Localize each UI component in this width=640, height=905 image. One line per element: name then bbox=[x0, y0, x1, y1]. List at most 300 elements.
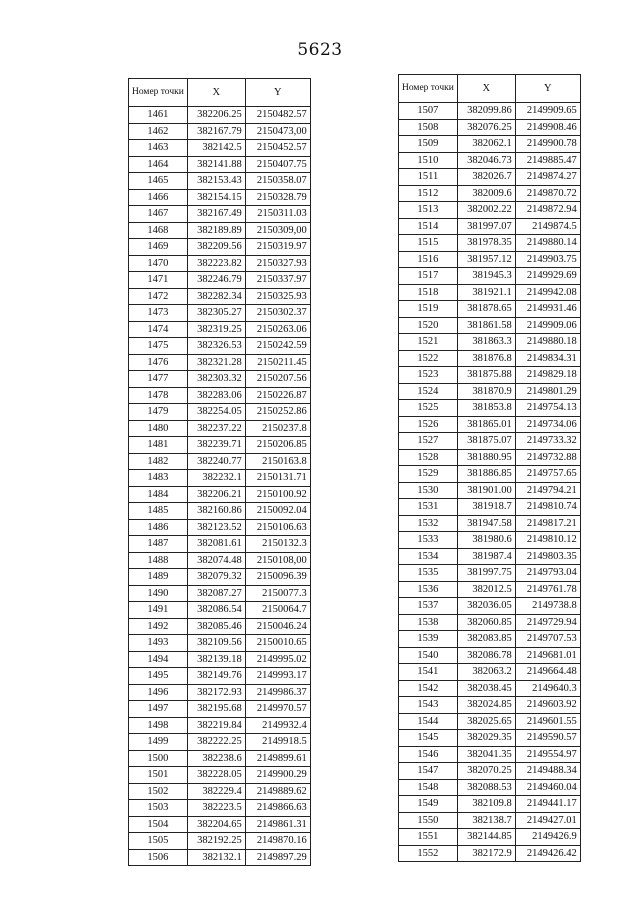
x-coordinate-cell: 382076.25 bbox=[457, 119, 515, 136]
x-coordinate-cell: 382046.73 bbox=[457, 152, 515, 169]
table-row bbox=[399, 218, 581, 235]
point-number-cell: 1498 bbox=[129, 717, 188, 734]
y-coordinate-cell: 2150319.97 bbox=[245, 239, 310, 256]
y-coordinate-cell: 2149754.13 bbox=[515, 400, 580, 417]
table-row bbox=[129, 288, 311, 305]
y-coordinate-cell: 2150452.57 bbox=[245, 140, 310, 157]
x-coordinate-cell: 382138.7 bbox=[457, 812, 515, 829]
x-coordinate-cell: 382223.82 bbox=[187, 255, 245, 272]
table-row bbox=[129, 453, 311, 470]
x-coordinate-cell: 381880.95 bbox=[457, 449, 515, 466]
table-row bbox=[129, 701, 311, 718]
x-coordinate-cell: 381865.01 bbox=[457, 416, 515, 433]
point-number-cell: 1475 bbox=[129, 338, 188, 355]
x-coordinate-cell: 382254.05 bbox=[187, 404, 245, 421]
table-row bbox=[399, 812, 581, 829]
x-coordinate-cell: 382172.9 bbox=[457, 845, 515, 862]
y-coordinate-cell: 2149909.06 bbox=[515, 317, 580, 334]
point-number-cell: 1538 bbox=[399, 614, 458, 631]
y-coordinate-cell: 2150010.65 bbox=[245, 635, 310, 652]
y-coordinate-cell: 2149829.18 bbox=[515, 367, 580, 384]
x-coordinate-cell: 382237.22 bbox=[187, 420, 245, 437]
y-coordinate-cell: 2149861.31 bbox=[245, 816, 310, 833]
y-coordinate-cell: 2150263.06 bbox=[245, 321, 310, 338]
y-coordinate-cell: 2149899.61 bbox=[245, 750, 310, 767]
point-number-cell: 1472 bbox=[129, 288, 188, 305]
point-number-cell: 1471 bbox=[129, 272, 188, 289]
y-coordinate-cell: 2150046.24 bbox=[245, 618, 310, 635]
point-number-cell: 1479 bbox=[129, 404, 188, 421]
point-number-cell: 1551 bbox=[399, 829, 458, 846]
header-y: Y bbox=[245, 79, 310, 107]
table-row bbox=[399, 301, 581, 318]
x-coordinate-cell: 381947.58 bbox=[457, 515, 515, 532]
y-coordinate-cell: 2150132.3 bbox=[245, 536, 310, 553]
x-coordinate-cell: 382002.22 bbox=[457, 202, 515, 219]
y-coordinate-cell: 2149554.97 bbox=[515, 746, 580, 763]
x-coordinate-cell: 381875.88 bbox=[457, 367, 515, 384]
x-coordinate-cell: 381863.3 bbox=[457, 334, 515, 351]
y-coordinate-cell: 2149880.14 bbox=[515, 235, 580, 252]
y-coordinate-cell: 2149664.48 bbox=[515, 664, 580, 681]
table-row bbox=[129, 255, 311, 272]
y-coordinate-cell: 2149870.16 bbox=[245, 833, 310, 850]
x-coordinate-cell: 381957.12 bbox=[457, 251, 515, 268]
table-row bbox=[129, 684, 311, 701]
y-coordinate-cell: 2150100.92 bbox=[245, 486, 310, 503]
point-number-cell: 1468 bbox=[129, 222, 188, 239]
point-number-cell: 1486 bbox=[129, 519, 188, 536]
table-row bbox=[399, 202, 581, 219]
table-body-left bbox=[129, 107, 311, 866]
point-number-cell: 1506 bbox=[129, 849, 188, 866]
y-coordinate-cell: 2149880.18 bbox=[515, 334, 580, 351]
x-coordinate-cell: 382167.49 bbox=[187, 206, 245, 223]
table-row bbox=[399, 466, 581, 483]
x-coordinate-cell: 382132.1 bbox=[187, 849, 245, 866]
point-number-cell: 1465 bbox=[129, 173, 188, 190]
point-number-cell: 1543 bbox=[399, 697, 458, 714]
x-coordinate-cell: 382206.21 bbox=[187, 486, 245, 503]
table-row bbox=[399, 713, 581, 730]
point-number-cell: 1530 bbox=[399, 482, 458, 499]
point-number-cell: 1520 bbox=[399, 317, 458, 334]
point-number-cell: 1492 bbox=[129, 618, 188, 635]
table-row bbox=[129, 338, 311, 355]
x-coordinate-cell: 382036.05 bbox=[457, 598, 515, 615]
point-number-cell: 1501 bbox=[129, 767, 188, 784]
y-coordinate-cell: 2150328.79 bbox=[245, 189, 310, 206]
y-coordinate-cell: 2149734.06 bbox=[515, 416, 580, 433]
point-number-cell: 1545 bbox=[399, 730, 458, 747]
y-coordinate-cell: 2149929.69 bbox=[515, 268, 580, 285]
point-number-cell: 1496 bbox=[129, 684, 188, 701]
x-coordinate-cell: 382099.86 bbox=[457, 103, 515, 120]
y-coordinate-cell: 2149603.92 bbox=[515, 697, 580, 714]
table-row bbox=[129, 635, 311, 652]
table-row bbox=[399, 515, 581, 532]
x-coordinate-cell: 382081.61 bbox=[187, 536, 245, 553]
table-row bbox=[399, 746, 581, 763]
x-coordinate-cell: 382219.84 bbox=[187, 717, 245, 734]
x-coordinate-cell: 382282.34 bbox=[187, 288, 245, 305]
table-row bbox=[399, 845, 581, 862]
table-row bbox=[129, 173, 311, 190]
x-coordinate-cell: 382041.35 bbox=[457, 746, 515, 763]
x-coordinate-cell: 381875.07 bbox=[457, 433, 515, 450]
y-coordinate-cell: 2149900.29 bbox=[245, 767, 310, 784]
table-row bbox=[399, 334, 581, 351]
x-coordinate-cell: 382142.5 bbox=[187, 140, 245, 157]
x-coordinate-cell: 382228.05 bbox=[187, 767, 245, 784]
table-row bbox=[399, 383, 581, 400]
point-number-cell: 1502 bbox=[129, 783, 188, 800]
y-coordinate-cell: 2150207.56 bbox=[245, 371, 310, 388]
y-coordinate-cell: 2149866.63 bbox=[245, 800, 310, 817]
x-coordinate-cell: 381997.75 bbox=[457, 565, 515, 582]
x-coordinate-cell: 382195.68 bbox=[187, 701, 245, 718]
table-row bbox=[399, 185, 581, 202]
point-number-cell: 1540 bbox=[399, 647, 458, 664]
y-coordinate-cell: 2149993.17 bbox=[245, 668, 310, 685]
table-row bbox=[129, 618, 311, 635]
point-number-cell: 1494 bbox=[129, 651, 188, 668]
y-coordinate-cell: 2150358.07 bbox=[245, 173, 310, 190]
y-coordinate-cell: 2150131.71 bbox=[245, 470, 310, 487]
y-coordinate-cell: 2149900.78 bbox=[515, 136, 580, 153]
x-coordinate-cell: 381980.6 bbox=[457, 532, 515, 549]
coordinates-table-right bbox=[398, 74, 581, 862]
point-number-cell: 1505 bbox=[129, 833, 188, 850]
table-row bbox=[129, 470, 311, 487]
table-row bbox=[129, 503, 311, 520]
x-coordinate-cell: 382141.88 bbox=[187, 156, 245, 173]
x-coordinate-cell: 381997.07 bbox=[457, 218, 515, 235]
y-coordinate-cell: 2149803.35 bbox=[515, 548, 580, 565]
header-point-number: Номер точки bbox=[129, 79, 188, 107]
table-row bbox=[129, 519, 311, 536]
y-coordinate-cell: 2149601.55 bbox=[515, 713, 580, 730]
x-coordinate-cell: 382319.25 bbox=[187, 321, 245, 338]
point-number-cell: 1536 bbox=[399, 581, 458, 598]
point-number-cell: 1493 bbox=[129, 635, 188, 652]
x-coordinate-cell: 382172.93 bbox=[187, 684, 245, 701]
point-number-cell: 1478 bbox=[129, 387, 188, 404]
x-coordinate-cell: 382149.76 bbox=[187, 668, 245, 685]
x-coordinate-cell: 382086.54 bbox=[187, 602, 245, 619]
y-coordinate-cell: 2150473,00 bbox=[245, 123, 310, 140]
table-row bbox=[399, 697, 581, 714]
table-row bbox=[129, 833, 311, 850]
point-number-cell: 1548 bbox=[399, 779, 458, 796]
point-number-cell: 1476 bbox=[129, 354, 188, 371]
point-number-cell: 1500 bbox=[129, 750, 188, 767]
x-coordinate-cell: 381978.35 bbox=[457, 235, 515, 252]
point-number-cell: 1534 bbox=[399, 548, 458, 565]
y-coordinate-cell: 2149918.5 bbox=[245, 734, 310, 751]
y-coordinate-cell: 2150302.37 bbox=[245, 305, 310, 322]
x-coordinate-cell: 382009.6 bbox=[457, 185, 515, 202]
point-number-cell: 1527 bbox=[399, 433, 458, 450]
y-coordinate-cell: 2150327.93 bbox=[245, 255, 310, 272]
header-x: X bbox=[457, 75, 515, 103]
point-number-cell: 1523 bbox=[399, 367, 458, 384]
point-number-cell: 1510 bbox=[399, 152, 458, 169]
point-number-cell: 1495 bbox=[129, 668, 188, 685]
table-row bbox=[129, 156, 311, 173]
y-coordinate-cell: 2149793.04 bbox=[515, 565, 580, 582]
point-number-cell: 1512 bbox=[399, 185, 458, 202]
y-coordinate-cell: 2149908.46 bbox=[515, 119, 580, 136]
y-coordinate-cell: 2149460.04 bbox=[515, 779, 580, 796]
table-row bbox=[399, 796, 581, 813]
y-coordinate-cell: 2149810.74 bbox=[515, 499, 580, 516]
y-coordinate-cell: 2149817.21 bbox=[515, 515, 580, 532]
point-number-cell: 1463 bbox=[129, 140, 188, 157]
table-header-row bbox=[399, 75, 581, 103]
y-coordinate-cell: 2149874.27 bbox=[515, 169, 580, 186]
table-row bbox=[399, 103, 581, 120]
point-number-cell: 1515 bbox=[399, 235, 458, 252]
table-row bbox=[129, 569, 311, 586]
x-coordinate-cell: 382070.25 bbox=[457, 763, 515, 780]
x-coordinate-cell: 381987.4 bbox=[457, 548, 515, 565]
y-coordinate-cell: 2149441.17 bbox=[515, 796, 580, 813]
y-coordinate-cell: 2150064.7 bbox=[245, 602, 310, 619]
x-coordinate-cell: 382063.2 bbox=[457, 664, 515, 681]
point-number-cell: 1497 bbox=[129, 701, 188, 718]
table-row bbox=[399, 664, 581, 681]
point-number-cell: 1484 bbox=[129, 486, 188, 503]
x-coordinate-cell: 382204.65 bbox=[187, 816, 245, 833]
x-coordinate-cell: 381878.65 bbox=[457, 301, 515, 318]
x-coordinate-cell: 382229.4 bbox=[187, 783, 245, 800]
table-row bbox=[399, 152, 581, 169]
table-row bbox=[129, 272, 311, 289]
x-coordinate-cell: 382086.78 bbox=[457, 647, 515, 664]
point-number-cell: 1474 bbox=[129, 321, 188, 338]
y-coordinate-cell: 2149903.75 bbox=[515, 251, 580, 268]
x-coordinate-cell: 382109.8 bbox=[457, 796, 515, 813]
x-coordinate-cell: 382222.25 bbox=[187, 734, 245, 751]
point-number-cell: 1525 bbox=[399, 400, 458, 417]
y-coordinate-cell: 2149870.72 bbox=[515, 185, 580, 202]
point-number-cell: 1467 bbox=[129, 206, 188, 223]
point-number-cell: 1524 bbox=[399, 383, 458, 400]
y-coordinate-cell: 2149932.4 bbox=[245, 717, 310, 734]
y-coordinate-cell: 2149640.3 bbox=[515, 680, 580, 697]
point-number-cell: 1539 bbox=[399, 631, 458, 648]
x-coordinate-cell: 382123.52 bbox=[187, 519, 245, 536]
y-coordinate-cell: 2149794.21 bbox=[515, 482, 580, 499]
point-number-cell: 1480 bbox=[129, 420, 188, 437]
y-coordinate-cell: 2150237.8 bbox=[245, 420, 310, 437]
table-row bbox=[129, 354, 311, 371]
table-row bbox=[399, 268, 581, 285]
y-coordinate-cell: 2150311.03 bbox=[245, 206, 310, 223]
y-coordinate-cell: 2149733.32 bbox=[515, 433, 580, 450]
y-coordinate-cell: 2150108,00 bbox=[245, 552, 310, 569]
x-coordinate-cell: 382085.46 bbox=[187, 618, 245, 635]
table-row bbox=[399, 119, 581, 136]
point-number-cell: 1521 bbox=[399, 334, 458, 351]
y-coordinate-cell: 2149801.29 bbox=[515, 383, 580, 400]
table-row bbox=[399, 416, 581, 433]
table-row bbox=[129, 239, 311, 256]
table-row bbox=[399, 614, 581, 631]
table-body-right bbox=[399, 103, 581, 862]
point-number-cell: 1461 bbox=[129, 107, 188, 124]
x-coordinate-cell: 382305.27 bbox=[187, 305, 245, 322]
x-coordinate-cell: 381853.8 bbox=[457, 400, 515, 417]
table-row bbox=[399, 136, 581, 153]
y-coordinate-cell: 2150077.3 bbox=[245, 585, 310, 602]
point-number-cell: 1544 bbox=[399, 713, 458, 730]
header-point-number: Номер точки bbox=[399, 75, 458, 103]
table-row bbox=[129, 849, 311, 866]
point-number-cell: 1508 bbox=[399, 119, 458, 136]
table-row bbox=[399, 317, 581, 334]
y-coordinate-cell: 2149897.29 bbox=[245, 849, 310, 866]
y-coordinate-cell: 2149488.34 bbox=[515, 763, 580, 780]
table-row bbox=[129, 206, 311, 223]
x-coordinate-cell: 382246.79 bbox=[187, 272, 245, 289]
x-coordinate-cell: 382240.77 bbox=[187, 453, 245, 470]
table-row bbox=[399, 565, 581, 582]
x-coordinate-cell: 382239.71 bbox=[187, 437, 245, 454]
y-coordinate-cell: 2149885.47 bbox=[515, 152, 580, 169]
y-coordinate-cell: 2149810.12 bbox=[515, 532, 580, 549]
table-row bbox=[129, 420, 311, 437]
x-coordinate-cell: 382154.15 bbox=[187, 189, 245, 206]
point-number-cell: 1503 bbox=[129, 800, 188, 817]
y-coordinate-cell: 2149681.01 bbox=[515, 647, 580, 664]
table-row bbox=[129, 321, 311, 338]
point-number-cell: 1516 bbox=[399, 251, 458, 268]
y-coordinate-cell: 2149909.65 bbox=[515, 103, 580, 120]
table-row bbox=[399, 829, 581, 846]
x-coordinate-cell: 382087.27 bbox=[187, 585, 245, 602]
table-row bbox=[399, 598, 581, 615]
y-coordinate-cell: 2149426.9 bbox=[515, 829, 580, 846]
table-row bbox=[129, 404, 311, 421]
point-number-cell: 1477 bbox=[129, 371, 188, 388]
table-row bbox=[129, 189, 311, 206]
x-coordinate-cell: 381918.7 bbox=[457, 499, 515, 516]
table-row bbox=[129, 140, 311, 157]
table-row bbox=[129, 437, 311, 454]
y-coordinate-cell: 2149426.42 bbox=[515, 845, 580, 862]
table-row bbox=[399, 169, 581, 186]
point-number-cell: 1482 bbox=[129, 453, 188, 470]
y-coordinate-cell: 2149729.94 bbox=[515, 614, 580, 631]
y-coordinate-cell: 2149757.65 bbox=[515, 466, 580, 483]
point-number-cell: 1488 bbox=[129, 552, 188, 569]
x-coordinate-cell: 382083.85 bbox=[457, 631, 515, 648]
point-number-cell: 1485 bbox=[129, 503, 188, 520]
table-row bbox=[129, 552, 311, 569]
y-coordinate-cell: 2150407.75 bbox=[245, 156, 310, 173]
header-y: Y bbox=[515, 75, 580, 103]
x-coordinate-cell: 381870.9 bbox=[457, 383, 515, 400]
point-number-cell: 1529 bbox=[399, 466, 458, 483]
table-row bbox=[399, 680, 581, 697]
y-coordinate-cell: 2150482.57 bbox=[245, 107, 310, 124]
point-number-cell: 1537 bbox=[399, 598, 458, 615]
point-number-cell: 1511 bbox=[399, 169, 458, 186]
x-coordinate-cell: 382060.85 bbox=[457, 614, 515, 631]
table-row bbox=[129, 717, 311, 734]
point-number-cell: 1528 bbox=[399, 449, 458, 466]
x-coordinate-cell: 381901.00 bbox=[457, 482, 515, 499]
y-coordinate-cell: 2149738.8 bbox=[515, 598, 580, 615]
y-coordinate-cell: 2150106.63 bbox=[245, 519, 310, 536]
x-coordinate-cell: 382074.48 bbox=[187, 552, 245, 569]
y-coordinate-cell: 2150226.87 bbox=[245, 387, 310, 404]
table-row bbox=[129, 486, 311, 503]
point-number-cell: 1522 bbox=[399, 350, 458, 367]
table-row bbox=[399, 449, 581, 466]
table-row bbox=[129, 107, 311, 124]
x-coordinate-cell: 382283.06 bbox=[187, 387, 245, 404]
point-number-cell: 1531 bbox=[399, 499, 458, 516]
table-row bbox=[399, 367, 581, 384]
point-number-cell: 1473 bbox=[129, 305, 188, 322]
y-coordinate-cell: 2149732.88 bbox=[515, 449, 580, 466]
x-coordinate-cell: 382025.65 bbox=[457, 713, 515, 730]
table-row bbox=[399, 499, 581, 516]
point-number-cell: 1532 bbox=[399, 515, 458, 532]
y-coordinate-cell: 2149872.94 bbox=[515, 202, 580, 219]
point-number-cell: 1514 bbox=[399, 218, 458, 235]
y-coordinate-cell: 2149761.78 bbox=[515, 581, 580, 598]
table-row bbox=[399, 350, 581, 367]
x-coordinate-cell: 382167.79 bbox=[187, 123, 245, 140]
x-coordinate-cell: 382109.56 bbox=[187, 635, 245, 652]
table-row bbox=[129, 800, 311, 817]
x-coordinate-cell: 381921.1 bbox=[457, 284, 515, 301]
x-coordinate-cell: 381886.85 bbox=[457, 466, 515, 483]
table-row bbox=[399, 284, 581, 301]
x-coordinate-cell: 382192.25 bbox=[187, 833, 245, 850]
y-coordinate-cell: 2150163.8 bbox=[245, 453, 310, 470]
y-coordinate-cell: 2149590.57 bbox=[515, 730, 580, 747]
x-coordinate-cell: 382144.85 bbox=[457, 829, 515, 846]
point-number-cell: 1504 bbox=[129, 816, 188, 833]
point-number-cell: 1507 bbox=[399, 103, 458, 120]
point-number-cell: 1462 bbox=[129, 123, 188, 140]
point-number-cell: 1464 bbox=[129, 156, 188, 173]
x-coordinate-cell: 382153.43 bbox=[187, 173, 245, 190]
point-number-cell: 1489 bbox=[129, 569, 188, 586]
y-coordinate-cell: 2149834.31 bbox=[515, 350, 580, 367]
point-number-cell: 1533 bbox=[399, 532, 458, 549]
x-coordinate-cell: 382079.32 bbox=[187, 569, 245, 586]
point-number-cell: 1483 bbox=[129, 470, 188, 487]
y-coordinate-cell: 2150211.45 bbox=[245, 354, 310, 371]
point-number-cell: 1546 bbox=[399, 746, 458, 763]
table-row bbox=[129, 651, 311, 668]
x-coordinate-cell: 382038.45 bbox=[457, 680, 515, 697]
page-number: 5623 bbox=[297, 40, 343, 60]
y-coordinate-cell: 2149942.08 bbox=[515, 284, 580, 301]
y-coordinate-cell: 2149707.53 bbox=[515, 631, 580, 648]
x-coordinate-cell: 381945.3 bbox=[457, 268, 515, 285]
table-row bbox=[399, 581, 581, 598]
table-row bbox=[129, 123, 311, 140]
table-row bbox=[129, 767, 311, 784]
table-row bbox=[399, 779, 581, 796]
